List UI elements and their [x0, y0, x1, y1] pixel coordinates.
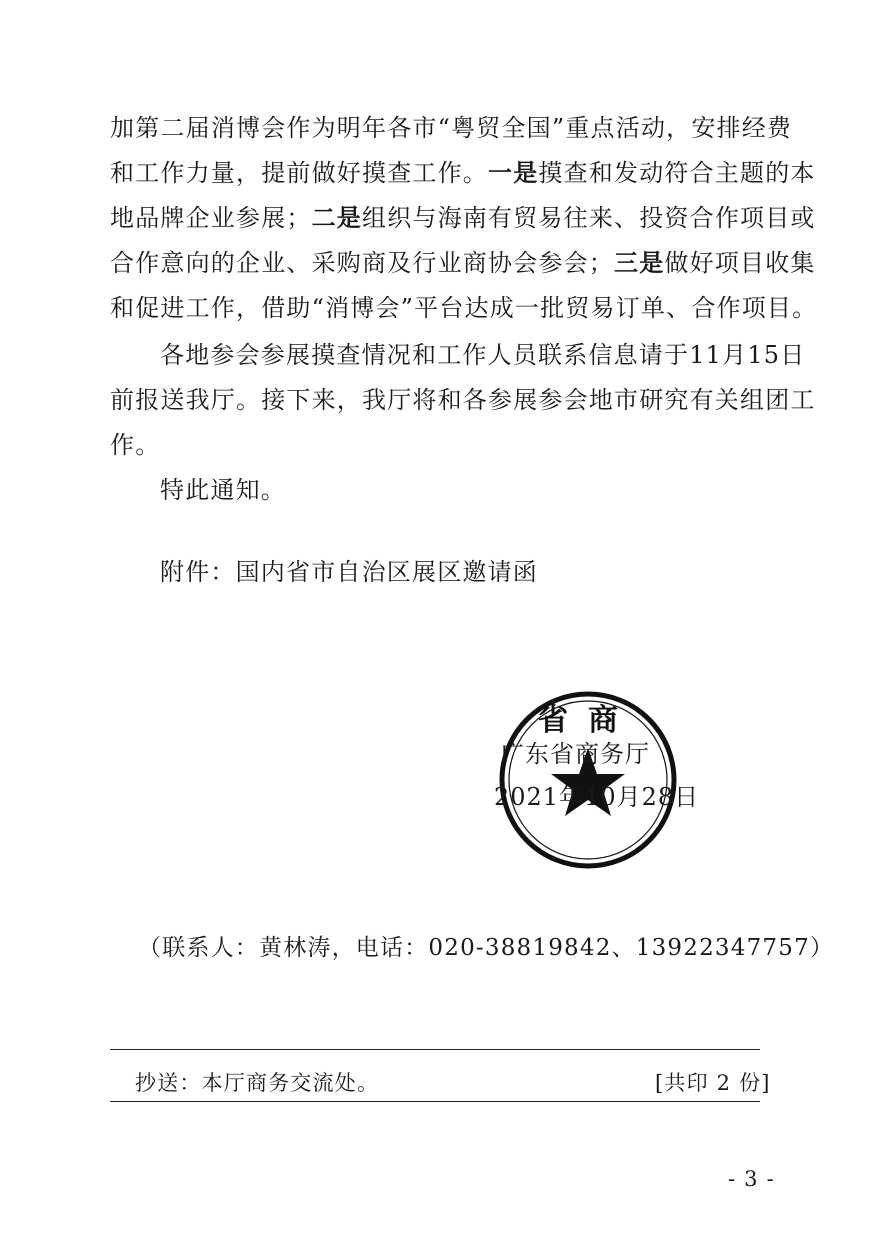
emphasis-text: 三是: [614, 248, 665, 277]
cc-bottom-rule: [110, 1101, 760, 1102]
body-text: 摸查和发动符合主题的本: [538, 159, 816, 187]
body-text: 加第二届消博会作为明年各市“粤贸全国”重点活动，安排经费: [110, 114, 793, 142]
body-text: 做好项目收集: [664, 249, 816, 277]
attachment-line: 附件：国内省市自治区展区邀请函: [160, 558, 538, 586]
seal-top-text: 省商: [538, 703, 638, 738]
cc-label: 抄送：本厅商务交流处。: [135, 1071, 380, 1095]
closing-text: 特此通知。: [160, 476, 286, 504]
body-text: 组织与海南有贸易往来、投资合作项目或: [362, 204, 816, 232]
cc-top-rule: [110, 1049, 760, 1050]
body-line: [110, 113, 792, 143]
issuer-name: 广东省商务厅: [500, 740, 650, 768]
emphasis-text: 一是: [488, 158, 539, 187]
body-line: [110, 248, 816, 278]
contact-info: （联系人：黄林涛，电话：020-38819842、13922347757）: [138, 935, 835, 961]
copies-count: [共印 2 份]: [655, 1071, 771, 1095]
paragraph-2-line-2: 前报送我厅。接下来，我厅将和各参展参会地市研究有关组团工: [110, 386, 816, 414]
body-text: 和促进工作，借助“消博会”平台达成一批贸易订单、合作项目。: [110, 294, 818, 322]
page-number: - 3 -: [728, 1167, 775, 1191]
paragraph-2-line-1: 各地参会参展摸查情况和工作人员联系信息请于11月15日: [160, 341, 806, 369]
body-text: 地品牌企业参展；: [110, 204, 312, 232]
body-text: 和工作力量，提前做好摸查工作。: [110, 159, 488, 187]
issue-date: 2021年10月28日: [494, 783, 700, 811]
paragraph-2-line-3: 作。: [110, 431, 161, 459]
body-line: [110, 293, 817, 323]
emphasis-text: 二是: [311, 203, 363, 232]
body-line: [110, 203, 816, 233]
body-text: 合作意向的企业、采购商及行业商协会参会；: [110, 249, 614, 277]
body-line: [110, 158, 816, 188]
